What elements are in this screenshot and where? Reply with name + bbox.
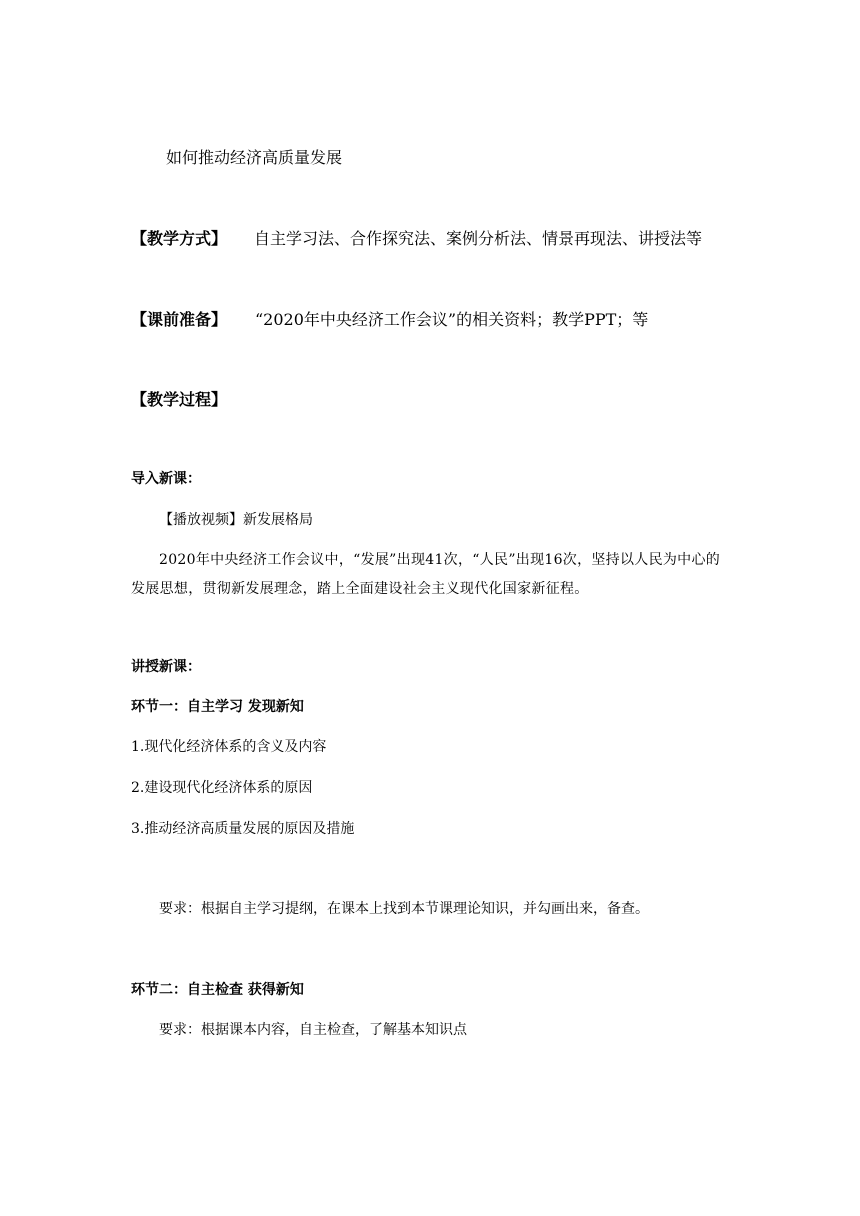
lead-in-paragraph: 2020年中央经济工作会议中，“发展”出现41次，“人民”出现16次，坚持以人民为中心的发展思想，贯彻新发展理念，踏上全面建设社会主义现代化国家新征程。 <box>131 552 721 597</box>
video-line: 【播放视频】新发展格局 <box>159 512 313 528</box>
stage1-item: 2.建设现代化经济体系的原因 <box>131 780 313 796</box>
stage2-heading: 环节二：自主检查 获得新知 <box>131 982 304 998</box>
teaching-method-value: 自主学习法、合作探究法、案例分析法、情景再现法、讲授法等 <box>254 229 703 248</box>
stage1-heading: 环节一：自主学习 发现新知 <box>131 699 304 715</box>
stage1-item: 1.现代化经济体系的含义及内容 <box>131 739 327 755</box>
preparation-label: 【课前准备】 <box>131 310 228 329</box>
new-lesson-heading: 讲授新课： <box>131 659 201 675</box>
lead-in-heading: 导入新课： <box>131 471 201 487</box>
stage2-requirement: 要求：根据课本内容，自主检查，了解基本知识点 <box>159 1022 467 1038</box>
stage1-item: 3.推动经济高质量发展的原因及措施 <box>131 821 355 837</box>
preparation-value: “2020年中央经济工作会议”的相关资料；教学PPT；等 <box>255 310 649 329</box>
teaching-method-label: 【教学方式】 <box>131 229 228 248</box>
intro-line: 如何推动经济高质量发展 <box>166 148 343 167</box>
process-heading: 【教学过程】 <box>131 390 228 409</box>
stage1-requirement: 要求：根据自主学习提纲，在课本上找到本节课理论知识，并勾画出来，备查。 <box>159 901 649 917</box>
